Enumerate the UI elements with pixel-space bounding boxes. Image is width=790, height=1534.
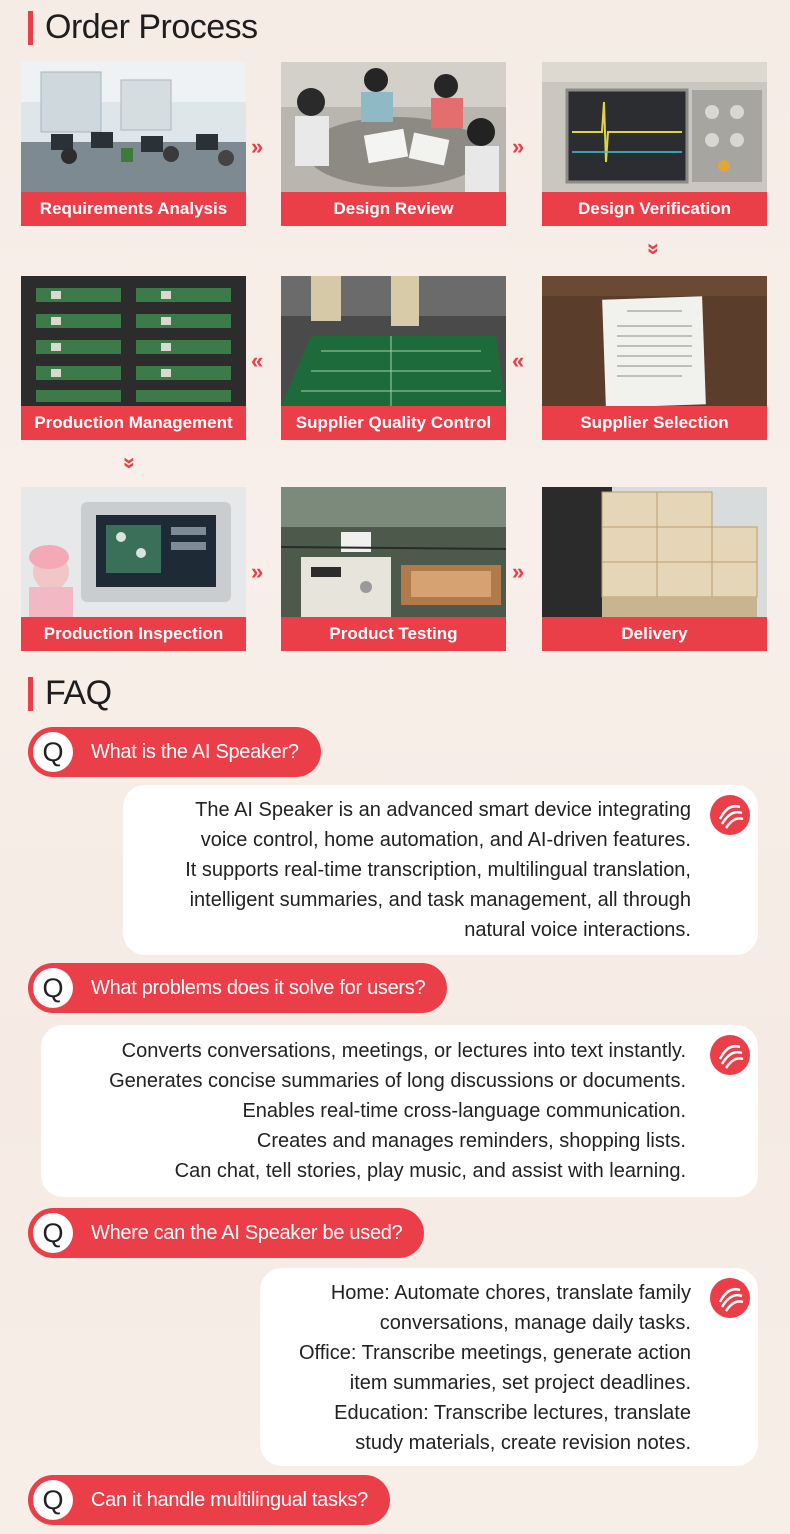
answer-line: intelligent summaries, and task management, all through <box>189 889 691 911</box>
brand-logo-icon <box>710 1035 750 1075</box>
faq-title: FAQ <box>45 674 112 712</box>
step-production-management <box>21 276 246 440</box>
test-equipment-photo <box>281 487 506 617</box>
pcb-machine-photo <box>281 276 506 406</box>
answer-line: conversations, manage daily tasks. <box>379 1312 691 1334</box>
step-label: Supplier Selection <box>542 406 767 440</box>
step-label: Delivery <box>542 617 767 651</box>
faq-answer-3 <box>260 1268 758 1466</box>
q-badge: Q <box>33 1480 73 1520</box>
step-label: Supplier Quality Control <box>281 406 506 440</box>
step-label: Requirements Analysis <box>21 192 246 226</box>
answer-line: Converts conversations, meetings, or lectures into text instantly. <box>121 1040 686 1062</box>
brand-logo-icon <box>710 1278 750 1318</box>
answer-text <box>299 1278 691 1458</box>
faq-answer-2 <box>41 1025 758 1197</box>
question-text: Can it handle multilingual tasks? <box>91 1488 368 1511</box>
answer-line: voice control, home automation, and AI-driven features. <box>200 829 691 851</box>
faq-question-4[interactable] <box>28 1475 390 1525</box>
faq-question-2[interactable] <box>28 963 447 1013</box>
step-label: Design Verification <box>542 192 767 226</box>
q-badge: Q <box>33 732 73 772</box>
step-delivery <box>542 487 767 651</box>
stacked-boxes-photo <box>542 487 767 617</box>
step-requirements-analysis <box>21 62 246 226</box>
step-supplier-selection <box>542 276 767 440</box>
arrow-down-icon: » <box>642 242 668 256</box>
arrow-right-icon: » <box>251 134 264 159</box>
arrow-left-icon: « <box>251 348 264 373</box>
arrow-right-icon: » <box>512 559 525 584</box>
answer-line: The AI Speaker is an advanced smart device integrating <box>195 799 691 821</box>
title-accent-bar <box>28 11 33 45</box>
team-reviewing-documents-photo <box>281 62 506 192</box>
answer-line: Generates concise summaries of long discussions or documents. <box>109 1070 686 1092</box>
answer-line: It supports real-time transcription, multilingual translation, <box>185 859 691 881</box>
faq-answer-1 <box>123 785 758 955</box>
arrow-left-icon: « <box>512 348 525 373</box>
q-badge: Q <box>33 1213 73 1253</box>
answer-line: Can chat, tell stories, play music, and assist with learning. <box>174 1160 686 1182</box>
arrow-right-icon: » <box>251 559 264 584</box>
step-label: Production Management <box>21 406 246 440</box>
arrow-right-icon: » <box>512 134 525 159</box>
order-process-header <box>28 8 258 47</box>
document-on-desk-photo <box>542 276 767 406</box>
answer-text <box>109 1036 686 1186</box>
step-supplier-quality-control <box>281 276 506 440</box>
arrow-down-icon: » <box>118 456 144 470</box>
step-label: Production Inspection <box>21 617 246 651</box>
step-label: Product Testing <box>281 617 506 651</box>
faq-header <box>28 674 112 713</box>
answer-line: Enables real-time cross-language communication. <box>242 1100 686 1122</box>
step-design-verification <box>542 62 767 226</box>
answer-text <box>185 795 691 945</box>
title-accent-bar <box>28 677 33 711</box>
question-text: Where can the AI Speaker be used? <box>91 1221 403 1244</box>
step-design-review <box>281 62 506 226</box>
answer-line: natural voice interactions. <box>464 919 691 941</box>
oscilloscope-photo <box>542 62 767 192</box>
q-badge: Q <box>33 968 73 1008</box>
inspection-machine-photo <box>21 487 246 617</box>
question-text: What is the AI Speaker? <box>91 740 299 763</box>
pcb-racks-photo <box>21 276 246 406</box>
step-production-inspection <box>21 487 246 651</box>
answer-line: Office: Transcribe meetings, generate action <box>298 1342 691 1364</box>
question-text: What problems does it solve for users? <box>91 976 426 999</box>
step-product-testing <box>281 487 506 651</box>
brand-logo-icon <box>710 795 750 835</box>
answer-line: item summaries, set project deadlines. <box>349 1372 691 1394</box>
order-process-title: Order Process <box>45 8 258 46</box>
answer-line: Home: Automate chores, translate family <box>330 1282 691 1304</box>
faq-question-3[interactable] <box>28 1208 424 1258</box>
answer-line: Creates and manages reminders, shopping lists. <box>256 1130 686 1152</box>
office-workstations-photo <box>21 62 246 192</box>
answer-line: Education: Transcribe lectures, translate <box>334 1402 691 1424</box>
step-label: Design Review <box>281 192 506 226</box>
faq-question-1[interactable] <box>28 727 321 777</box>
answer-line: study materials, create revision notes. <box>355 1432 691 1454</box>
